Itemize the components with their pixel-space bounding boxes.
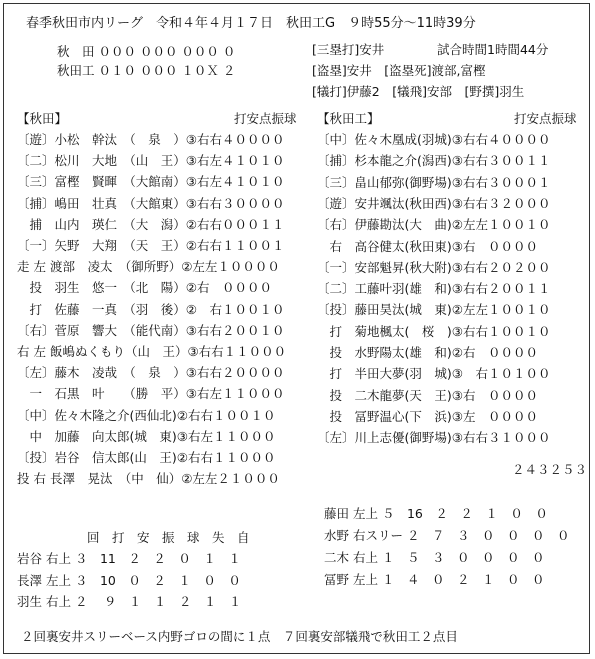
info-triples: [三塁打]安井: [312, 42, 385, 57]
player-row: 投 水野陽太(雄 和)②右 ００００: [317, 345, 538, 360]
player-row: 〔投〕藤田昊汰(城 東)②左左１００１０: [317, 302, 551, 318]
player-row: 〔二〕松川 大地 （山 王）③右左４１０１０: [17, 153, 285, 169]
player-row: 右 左 飯嶋ぬくもり（山 王）③右右１１０００: [17, 344, 287, 359]
player-row: 捕 山内 瑛仁 （大 潟）②右右０００１１: [17, 216, 285, 232]
player-row: 投 羽生 悠一 （北 陽）②右 ００００: [17, 280, 272, 296]
player-row: 〔中〕佐々木凰成(羽城)③右右４００００: [317, 132, 551, 147]
linescore-row-home: 秋田工 ０１０ ０００ １０Ｘ ２: [57, 63, 236, 78]
pitching-row: 岩谷 右上 ３ 11 ２ ２ ０ １ １: [17, 551, 241, 566]
player-row: 〔中〕佐々木隆之介(西仙北)②右右１００１０: [17, 407, 276, 423]
player-row: 〔遊〕小松 幹汰 （ 泉 ）③右右４００００: [17, 132, 285, 147]
player-row: 中 加藤 向太郎(城 東)③右左１１０００: [17, 428, 276, 444]
player-row: 〔一〕矢野 大翔 （天 王）②右右１１００１: [17, 238, 285, 253]
player-row: 投 冨野温心(下 浜)③左 ００００: [317, 408, 538, 424]
player-row: 投 二木龍夢(天 王)③右 ００００: [317, 387, 538, 403]
pitching-row: 冨野 左上 １ ４ ０ ２ １ ０ ０: [324, 572, 545, 587]
right-team-columns: 打安点振球: [514, 111, 577, 126]
game-notes: ２回裏安井スリーベース内野ゴロの間に１点 ７回裏安部犠飛で秋田工２点目: [21, 629, 458, 644]
info-steals: [盗塁]安井 [盗塁死]渡部,富樫: [312, 63, 486, 78]
box-score-sheet: [3, 3, 590, 654]
player-row: 〔右〕伊藤勘汰(大 曲)②左左１００１０: [317, 217, 551, 233]
player-row: 〔一〕安部魁昇(秋大附)③右右２０２００: [317, 259, 551, 275]
left-team-columns: 打安点振球: [234, 111, 297, 126]
left-team-name: 【秋田】: [17, 111, 68, 126]
pitching-row: 羽生 右上 ２ ９ １ １ ２ １ １: [17, 594, 242, 609]
pitching-row: 水野 右スリー ２ ７ ３ ０ ０ ０ ０: [324, 528, 570, 543]
player-row: 打 佐藤 一真 （羽 後）② 右１００１０: [17, 301, 285, 317]
pitching-row: 二木 右上 １ ５ ３ ０ ０ ０ ０: [324, 550, 545, 565]
info-game-time: 試合時間1時間44分: [437, 42, 549, 57]
right-team-totals: ２４３２５３: [512, 462, 588, 477]
player-row: 〔左〕川上志優(御野場)③右右３１０００: [317, 430, 551, 446]
player-row: 〔捕〕杉本龍之介(潟西)③右右３００１１: [317, 153, 551, 169]
header-title: 春季秋田市内リーグ 令和４年４月１７日 秋田工G ９時55分～11時39分: [26, 16, 476, 31]
player-row: 走 左 渡部 凌太 （御所野）②左左１００００: [17, 259, 280, 275]
right-team-name: 【秋田工】: [317, 111, 380, 126]
player-row: 一 石黒 叶 （勝 平）③右左１１０００: [17, 386, 285, 402]
player-row: 打 菊地楓太( 桜 )③右右１００１０: [317, 323, 551, 339]
player-row: 右 高谷健太(秋田東)③右 ００００: [317, 238, 538, 254]
player-row: 〔二〕工藤叶羽(雄 和)③右右２００１１: [317, 281, 551, 297]
player-row: 〔三〕畠山郁弥(御野場)③右右３０００１: [317, 174, 551, 190]
player-row: 〔左〕藤木 凌哉 （ 泉 ）③右右２００００: [17, 365, 285, 381]
pitching-row: 長澤 左上 ３ 10 ０ ２ １ ０ ０: [17, 572, 241, 588]
player-row: 投 右 長澤 晃汰 （中 仙）②左左２１０００: [17, 471, 280, 487]
player-row: 打 半田大夢(羽 城)③ 右１０１００: [317, 366, 551, 382]
pitching-row: 藤田 左上 ５ 16 ２ ２ １ ０ ０: [324, 506, 548, 521]
player-row: 〔三〕富樫 賢暉 （大館南）③右左４１０１０: [17, 174, 285, 190]
pitching-left-header: 回 打 安 振 球 失 自: [87, 530, 250, 545]
player-row: 〔遊〕安井颯汰(秋田西)③右右３２０００: [317, 195, 551, 211]
linescore-row-away: 秋 田 ０００ ０００ ０００ ０: [57, 44, 236, 59]
info-sacrifices: [犠打]伊藤2 [犠飛]安部 [野撰]羽生: [312, 84, 525, 99]
player-row: 〔捕〕嶋田 壮真 （大館東）③右右３００００: [17, 195, 285, 211]
player-row: 〔右〕菅原 響大 （能代南）③右右２００１０: [17, 322, 285, 338]
player-row: 〔投〕岩谷 信太郎(山 王)②右右１１０００: [17, 450, 276, 465]
